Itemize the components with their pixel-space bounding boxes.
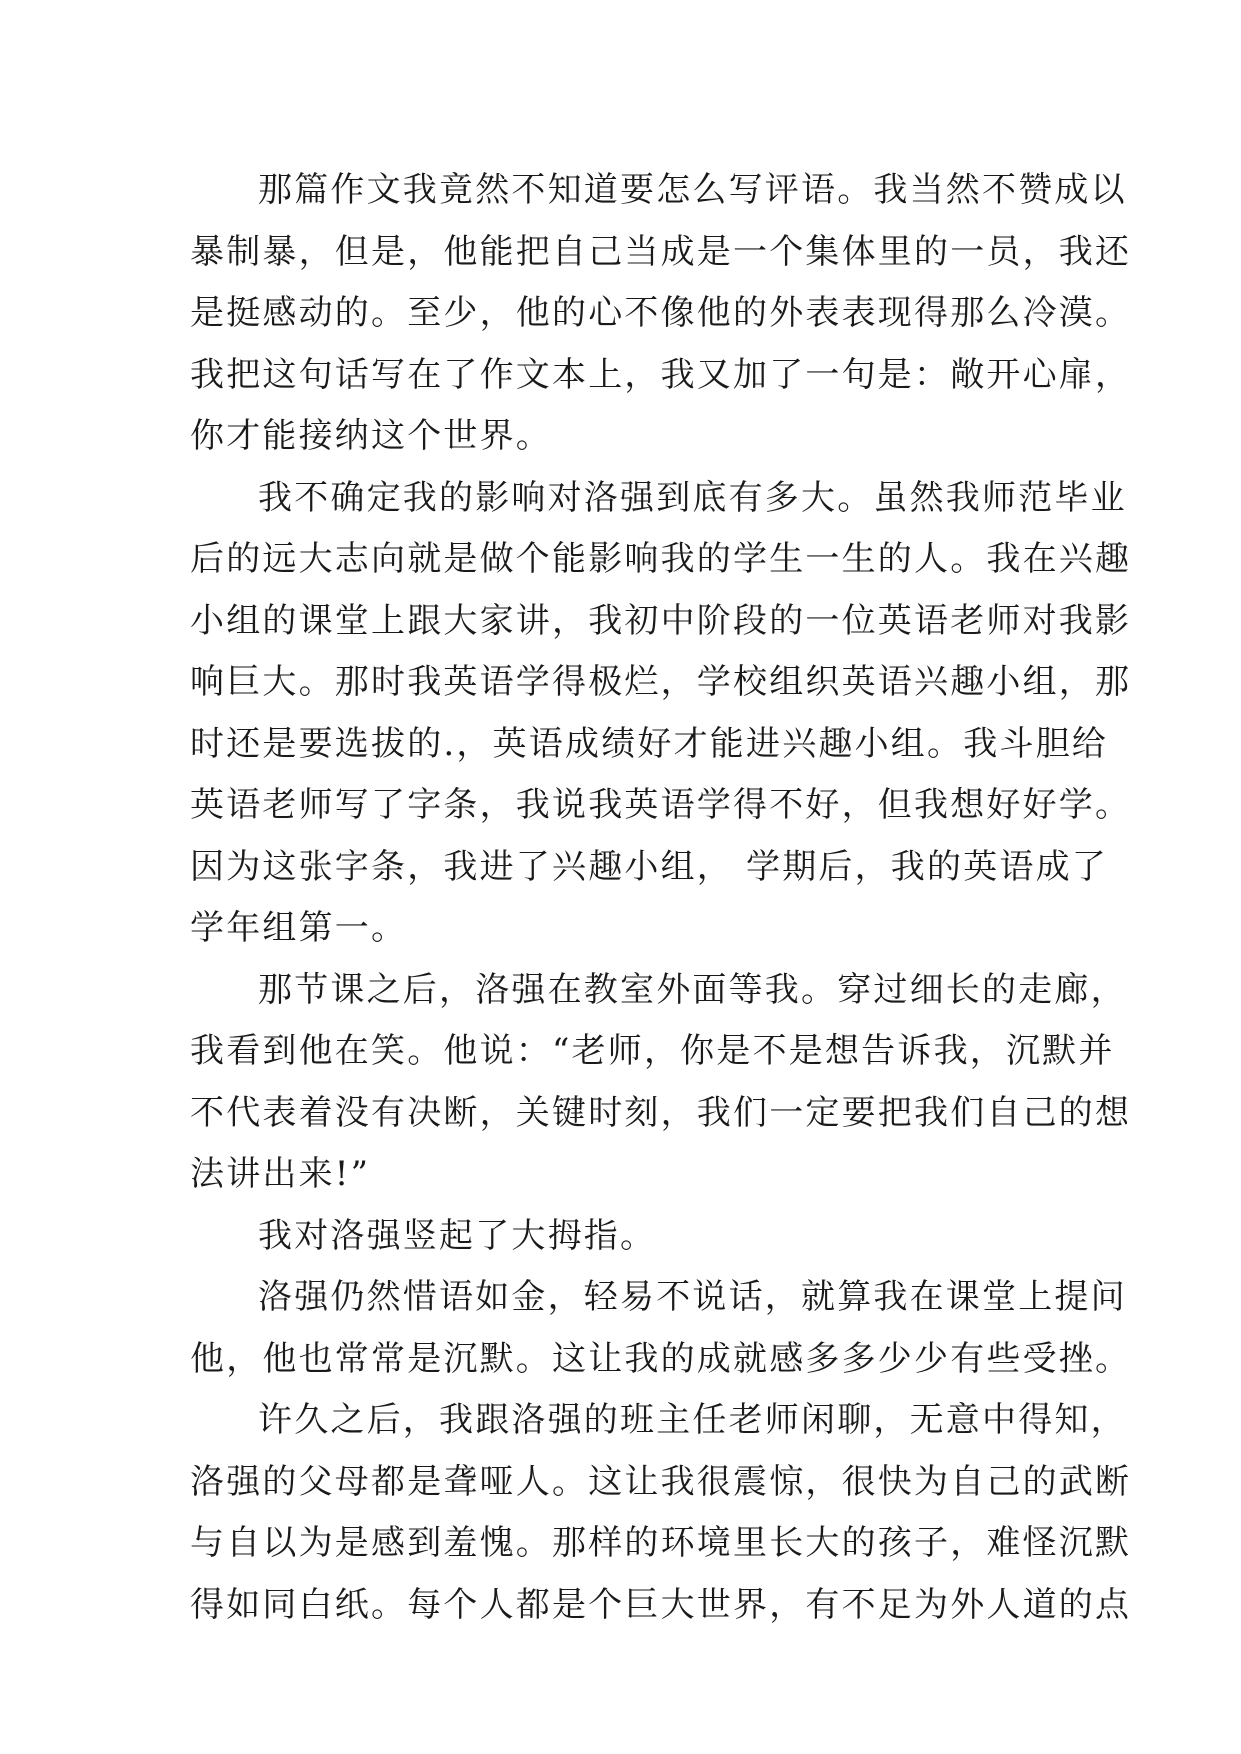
text-line: 后的远大志向就是做个能影响我的学生一生的人。我在兴趣 [190,539,1132,579]
text-line: 洛强的父母都是聋哑人。这让我很震惊，很快为自己的武断 [190,1461,1132,1502]
text-line: 因为这张字条，我进了兴趣小组， 学期后，我的英语成了 [190,846,1109,887]
text-line: 与自以为是感到羞愧。那样的环境里长大的孩子，难怪沉默 [190,1523,1132,1563]
text-line: 你才能接纳这个世界。 [190,416,552,456]
text-line: 洛强仍然惜语如金，轻易不说话，就算我在课堂上提问 [258,1277,1127,1317]
text-line: 不代表着没有决断，关键时刻，我们一定要把我们自己的想 [190,1092,1132,1133]
text-line: 学年组第一。 [190,908,408,948]
text-line: 时还是要选拔的.，英语成绩好才能进兴趣小组。我斗胆给 [190,723,1109,764]
text-line: 是挺感动的。至少，他的心不像他的外表表现得那么冷漠。 [190,293,1132,333]
text-line: 他，他也常常是沉默。这让我的成就感多多少少有些受挫。 [190,1338,1132,1379]
paragraph-2 [190,468,1132,960]
text-line: 我对洛强竖起了大拇指。 [258,1215,657,1256]
text-line: 我不确定我的影响对洛强到底有多大。虽然我师范毕业 [258,477,1127,518]
text-line: 法讲出来!” [190,1154,371,1194]
paragraph-4 [190,1206,1090,1268]
text-line: 我把这句话写在了作文本上，我又加了一句是：敞开心扉， [190,354,1132,395]
paragraph-5 [190,1267,1132,1390]
text-line: 得如同白纸。每个人都是个巨大世界，有不足为外人道的点 [190,1584,1132,1625]
text-line: 英语老师写了字条，我说我英语学得不好，但我想好好学。 [190,785,1132,825]
paragraph-1 [190,160,1132,468]
text-line: 那篇作文我竟然不知道要怎么写评语。我当然不赞成以 [258,170,1127,210]
text-line: 我看到他在笑。他说：“老师，你是不是想告诉我，沉默并 [190,1031,1115,1071]
paragraph-3 [190,960,1132,1206]
text-line: 许久之后，我跟洛强的班主任老师闲聊，无意中得知， [258,1400,1127,1440]
text-line: 小组的课堂上跟大家讲，我初中阶段的一位英语老师对我影 [190,600,1132,641]
text-line: 响巨大。那时我英语学得极烂，学校组织英语兴趣小组，那 [190,662,1132,702]
text-line: 那节课之后，洛强在教室外面等我。穿过细长的走廊， [258,969,1127,1010]
document-body [190,160,1132,1636]
text-line: 暴制暴，但是，他能把自己当成是一个集体里的一员，我还 [190,231,1132,272]
paragraph-6 [190,1390,1132,1636]
